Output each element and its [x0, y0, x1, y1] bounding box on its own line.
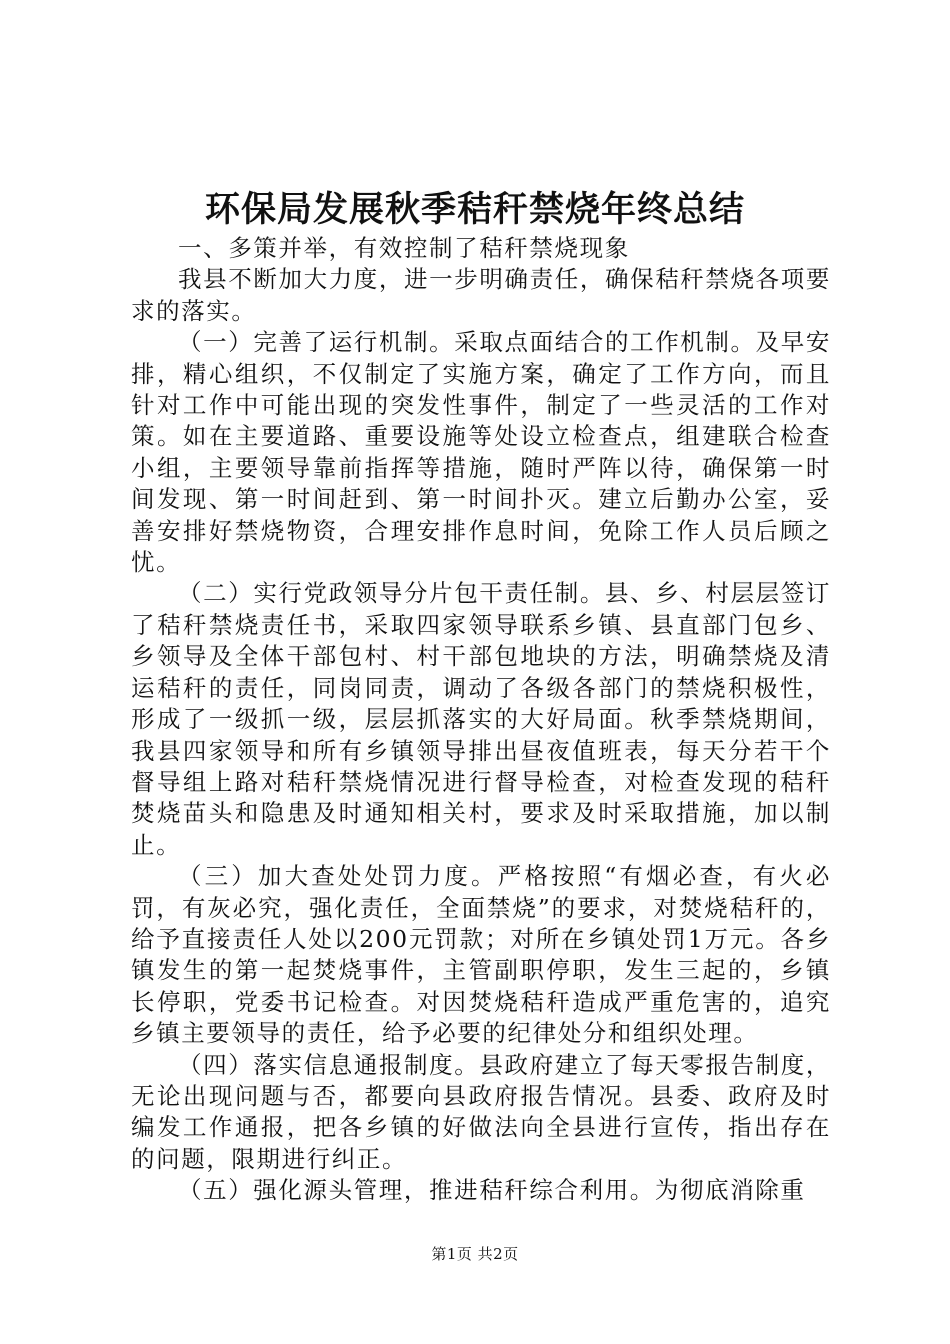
- paragraph: （四）落实信息通报制度。县政府建立了每天零报告制度，无论出现问题与否，都要向县政府报告情况。县委、政府及时编发工作通报，把各乡镇的好做法向全县进行宣传，指出存在的问题，限期进行纠正。: [131, 1050, 831, 1173]
- page-number-footer: 第1页 共2页: [431, 1245, 519, 1263]
- document-title: 环保局发展秋季秸秆禁烧年终总结: [204, 189, 745, 230]
- paragraph: （一）完善了运行机制。采取点面结合的工作机制。及早安排，精心组织，不仅制定了实施方案，确定了工作方向，而且针对工作中可能出现的突发性事件，制定了一些灵活的工作对策。如在主要道路、重要设施等处设立检查点，组建联合检查小组，主要领导靠前指挥等措施，随时严阵以待，确保第一时间发现、第一时间赶到、第一时间扑灭。建立后勤办公室，妥善安排好禁烧物资，合理安排作息时间，免除工作人员后顾之忧。: [131, 328, 831, 577]
- paragraph: （三）加大查处处罚力度。严格按照“有烟必查，有火必罚，有灰必究，强化责任，全面禁烧”的要求，对焚烧秸秆的，给予直接责任人处以200元罚款；对所在乡镇处罚1万元。各乡镇发生的第一起焚烧事件，主管副职停职，发生三起的，乡镇长停职，党委书记检查。对因焚烧秸秆造成严重危害的，追究乡镇主要领导的责任，给予必要的纪律处分和组织处理。: [131, 862, 831, 1048]
- paragraph: 我县不断加大力度，进一步明确责任，确保秸秆禁烧各项要求的落实。: [131, 265, 831, 325]
- paragraph: （五）强化源头管理，推进秸秆综合利用。为彻底消除重: [178, 1176, 806, 1205]
- document-body: [131, 233, 831, 1207]
- section-heading: 一、多策并举，有效控制了秸秆禁烧现象: [178, 234, 630, 262]
- paragraph: （二）实行党政领导分片包干责任制。县、乡、村层层签订了秸秆禁烧责任书，采取四家领导联系乡镇、县直部门包乡、乡领导及全体干部包村、村干部包地块的方法，明确禁烧及清运秸秆的责任，同岗同责，调动了各级各部门的禁烧积极性，形成了一级抓一级，层层抓落实的大好局面。秋季禁烧期间，我县四家领导和所有乡镇领导排出昼夜值班表，每天分若干个督导组上路对秸秆禁烧情况进行督导检查，对检查发现的秸秆焚烧苗头和隐患及时通知相关村，要求及时采取措施，加以制止。: [131, 579, 831, 859]
